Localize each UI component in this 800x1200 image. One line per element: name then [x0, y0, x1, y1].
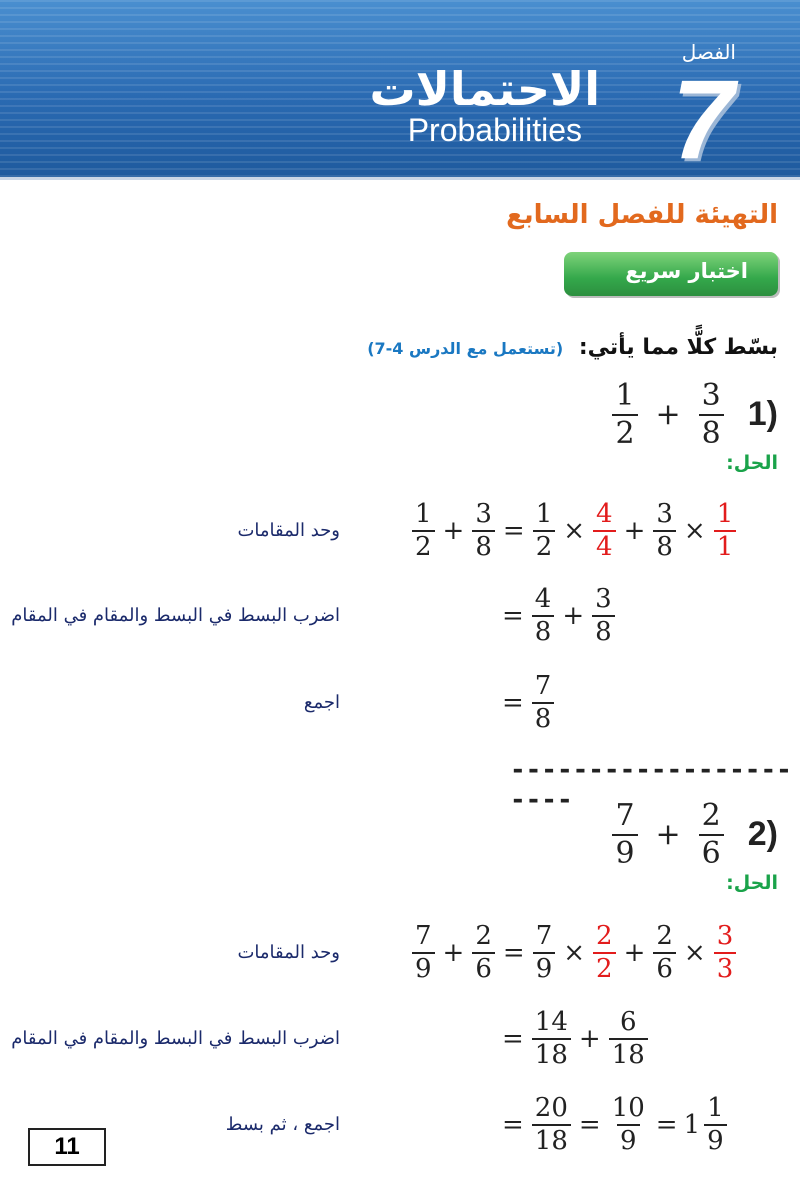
denominator: 9 [533, 952, 556, 983]
operator: = [502, 601, 524, 631]
denominator: 8 [532, 702, 555, 733]
fraction [532, 670, 555, 734]
fraction [653, 498, 676, 562]
operator: + [623, 938, 646, 968]
numerator: 3 [595, 583, 612, 614]
problem-number: 1) [747, 395, 778, 433]
chapter-label: الفصل [681, 40, 736, 64]
denominator: 9 [612, 834, 637, 870]
fraction [609, 1006, 648, 1070]
operator: × [563, 938, 586, 968]
solution-label: الحل: [726, 872, 778, 894]
operator: + [442, 938, 465, 968]
step-note: وحد المقامات [237, 520, 340, 541]
numerator: 4 [596, 498, 613, 529]
quick-quiz-tab [564, 252, 778, 296]
denominator: 6 [472, 952, 495, 983]
denominator: 9 [617, 1124, 640, 1155]
operator: = [578, 1110, 601, 1140]
fraction [412, 498, 435, 562]
denominator: 8 [653, 530, 676, 561]
problem-number: 2) [747, 815, 778, 853]
fraction [612, 380, 637, 449]
fraction [412, 920, 435, 984]
numerator: 3 [701, 378, 721, 413]
fraction [612, 800, 637, 869]
fraction [472, 920, 495, 984]
operator: × [563, 516, 586, 546]
instruction-text: بسّط كلًّا مما يأتي: [578, 335, 778, 360]
step-note: اضرب البسط في البسط والمقام في المقام [11, 1028, 340, 1049]
numerator: 1 [415, 498, 432, 529]
operator: = [502, 688, 524, 718]
operator: + [578, 1024, 601, 1054]
numerator: 1 [535, 498, 553, 529]
step-row [410, 918, 738, 988]
quick-quiz-label: اختبار سريع [625, 259, 748, 283]
numerator: 2 [475, 920, 492, 951]
numerator: 7 [534, 670, 552, 701]
numerator: 3 [475, 498, 492, 529]
chapter-number: 7 [671, 57, 734, 182]
numerator: 20 [534, 1092, 568, 1123]
fraction [704, 1092, 727, 1156]
numerator: 1 [707, 1092, 724, 1123]
step-note: وحد المقامات [237, 942, 340, 963]
operator: = [502, 938, 525, 968]
numerator: 7 [615, 798, 635, 833]
fraction [532, 1006, 571, 1070]
multiplier-fraction [714, 920, 737, 984]
numerator: 4 [534, 583, 552, 614]
operator: + [442, 516, 465, 546]
operator: + [655, 397, 681, 432]
denominator: 4 [593, 530, 616, 561]
numerator: 1 [615, 378, 635, 413]
operator: = [502, 1024, 524, 1054]
denominator: 2 [593, 952, 616, 983]
step-row [496, 581, 617, 651]
problem-2 [610, 800, 778, 869]
denominator: 2 [533, 530, 556, 561]
fraction [533, 498, 556, 562]
numerator: 3 [656, 498, 673, 529]
divider-dashes: ---------------------- [510, 755, 792, 815]
instruction [367, 335, 778, 360]
numerator: 10 [611, 1092, 645, 1123]
step-note: اجمع [303, 692, 340, 713]
denominator: 6 [699, 834, 724, 870]
denominator: 8 [532, 615, 555, 646]
multiplier-fraction [593, 920, 616, 984]
denominator: 9 [704, 1124, 727, 1155]
denominator: 18 [532, 1038, 571, 1069]
multiplier-fraction [593, 498, 616, 562]
denominator: 2 [412, 530, 435, 561]
numerator: 14 [534, 1006, 568, 1037]
mixed-whole: 1 [683, 1110, 701, 1140]
denominator: 8 [472, 530, 495, 561]
operator: = [502, 516, 525, 546]
page-number: 11 [28, 1128, 106, 1166]
step-row [496, 668, 556, 738]
operator: + [655, 817, 681, 852]
fraction [472, 498, 495, 562]
fraction [609, 1092, 648, 1156]
numerator: 1 [716, 498, 734, 529]
step-note: اجمع ، ثم بسط [225, 1114, 340, 1135]
lesson-reference: (تستعمل مع الدرس 4-7) [367, 339, 564, 358]
operator: × [683, 938, 706, 968]
operator: = [502, 1110, 524, 1140]
numerator: 7 [535, 920, 553, 951]
step-row [410, 496, 738, 566]
fraction [532, 1092, 571, 1156]
chapter-title-english: Probabilities [407, 112, 582, 148]
operator: + [623, 516, 646, 546]
section-title: التهيئة للفصل السابع [506, 200, 778, 230]
numerator: 2 [596, 920, 613, 951]
denominator: 1 [714, 530, 737, 561]
problem-1 [610, 380, 778, 449]
numerator: 6 [619, 1006, 637, 1037]
multiplier-fraction [714, 498, 737, 562]
fraction [699, 800, 724, 869]
denominator: 3 [714, 952, 737, 983]
denominator: 18 [532, 1124, 571, 1155]
denominator: 8 [699, 414, 724, 450]
denominator: 8 [592, 615, 615, 646]
numerator: 2 [656, 920, 673, 951]
denominator: 18 [609, 1038, 648, 1069]
step-note: اضرب البسط في البسط والمقام في المقام [11, 605, 340, 626]
operator: + [562, 601, 585, 631]
step-row [496, 1090, 729, 1160]
solution-label: الحل: [726, 452, 778, 474]
fraction [592, 583, 615, 647]
denominator: 6 [653, 952, 676, 983]
denominator: 2 [612, 414, 637, 450]
fraction [699, 380, 724, 449]
numerator: 3 [716, 920, 734, 951]
step-row [496, 1004, 650, 1074]
fraction [532, 583, 555, 647]
chapter-banner [0, 0, 800, 180]
chapter-title-arabic: الاحتمالات [369, 62, 600, 116]
numerator: 7 [415, 920, 432, 951]
operator: = [655, 1110, 678, 1140]
operator: × [683, 516, 706, 546]
denominator: 9 [412, 952, 435, 983]
fraction [533, 920, 556, 984]
fraction [653, 920, 676, 984]
numerator: 2 [701, 798, 721, 833]
